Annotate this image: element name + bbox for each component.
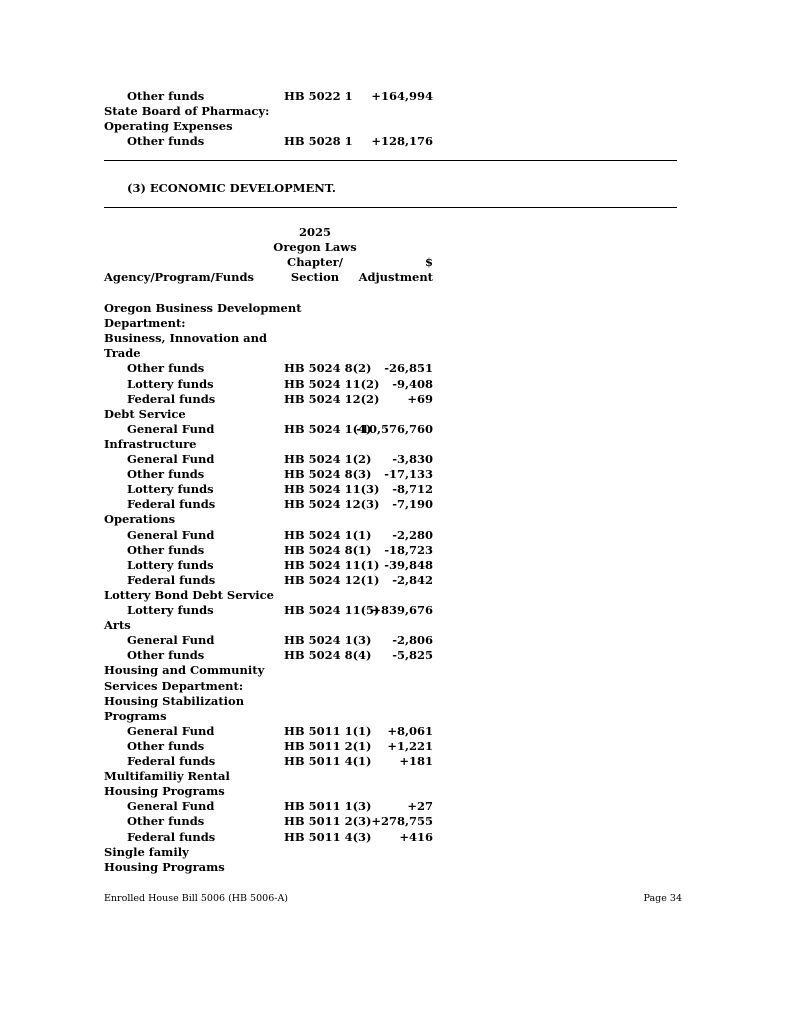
table-row [0, 830, 800, 845]
category-row [0, 331, 800, 346]
table-row [0, 361, 800, 376]
row-label: Housing Programs [104, 784, 225, 799]
table-row [0, 377, 800, 392]
footer-page-number: Page 34 [643, 893, 682, 904]
row-adjustment: -26,851 [384, 361, 433, 376]
category-row [0, 618, 800, 633]
row-label: Other funds [127, 361, 205, 376]
row-adjustment: -10,576,760 [356, 421, 433, 436]
row-chapter-section: HB 5011 2(1) [284, 738, 372, 753]
row-chapter-section: HB 5024 1(3) [284, 633, 372, 648]
row-adjustment: -5,825 [392, 648, 433, 663]
row-adjustment: -2,842 [392, 572, 433, 587]
table-row [0, 422, 800, 437]
row-label: Federal funds [127, 497, 216, 512]
row-chapter-section: HB 5024 11(3) [284, 482, 380, 497]
row-chapter-section: HB 5024 12(2) [284, 391, 380, 406]
category-row [0, 588, 800, 603]
table-row [0, 724, 800, 739]
category-row [0, 346, 800, 361]
row-chapter-section: HB 5024 8(1) [284, 542, 372, 557]
row-label: Other funds [127, 814, 205, 829]
row-label: General Fund [127, 799, 215, 814]
category-row [0, 860, 800, 875]
row-label: Other funds [127, 89, 205, 103]
table-row [0, 799, 800, 814]
row-chapter-section: HB 5011 1(3) [284, 799, 372, 814]
category-row [0, 104, 800, 119]
footer-bill: Enrolled House Bill 5006 (HB 5006-A) [104, 893, 289, 904]
header-adjustment: Adjustment [358, 270, 433, 284]
header-chapter: Chapter/ [287, 255, 343, 269]
header-dollar: $ [424, 255, 433, 269]
row-label: General Fund [127, 452, 215, 466]
row-chapter-section: HB 5024 8(3) [284, 467, 372, 482]
category-row [0, 316, 800, 331]
row-label: Federal funds [127, 572, 216, 587]
category-row [0, 679, 800, 694]
section-divider-top [104, 160, 677, 161]
row-chapter-section: HB 5024 12(3) [284, 497, 380, 512]
table-row [0, 392, 800, 407]
row-label: Business, Innovation and [104, 331, 268, 346]
row-adjustment: +164,994 [371, 89, 433, 103]
category-row [0, 437, 800, 452]
category-row [0, 407, 800, 422]
row-chapter-section: HB 5024 12(1) [284, 572, 380, 587]
row-label: Housing and Community [104, 663, 265, 678]
table-row [0, 573, 800, 588]
table-row [0, 482, 800, 497]
row-label: Department: [104, 316, 186, 331]
row-label: Arts [104, 618, 131, 633]
row-label: General Fund [127, 723, 215, 738]
row-chapter-section: HB 5011 4(1) [284, 754, 372, 768]
table-row [0, 754, 800, 769]
row-chapter-section: HB 5024 1(1) [284, 527, 372, 542]
row-adjustment: -9,408 [392, 376, 433, 391]
row-label: Operating Expenses [104, 119, 233, 133]
row-adjustment: +278,755 [371, 814, 433, 829]
row-chapter-section: HB 5028 1 [284, 134, 353, 148]
row-label: Operations [104, 512, 176, 527]
category-row [0, 845, 800, 860]
row-adjustment: +8,061 [387, 723, 433, 738]
table-row [0, 528, 800, 543]
row-label: Lottery funds [127, 557, 214, 572]
row-chapter-section: HB 5011 1(1) [284, 723, 372, 738]
category-row [0, 119, 800, 134]
row-label: Other funds [127, 542, 205, 557]
row-chapter-section: HB 5024 1(4) [284, 421, 372, 436]
row-label: State Board of Pharmacy: [104, 104, 270, 118]
table-row [0, 452, 800, 467]
row-label: Lottery funds [127, 482, 214, 497]
row-chapter-section: HB 5011 4(3) [284, 829, 372, 844]
category-row [0, 694, 800, 709]
row-label: Housing Stabilization [104, 693, 245, 708]
row-label: Programs [104, 708, 167, 723]
row-adjustment: -18,723 [384, 542, 433, 557]
row-label: Federal funds [127, 829, 216, 844]
row-label: Lottery Bond Debt Service [104, 587, 274, 602]
header-agency: Agency/Program/Funds [104, 270, 255, 284]
table-row [0, 814, 800, 829]
row-adjustment: -39,848 [384, 557, 433, 572]
row-label: Other funds [127, 648, 205, 663]
row-label: Other funds [127, 467, 205, 482]
row-label: General Fund [127, 421, 215, 436]
table-row [0, 134, 800, 149]
header-laws: Oregon Laws [273, 240, 357, 254]
category-row [0, 512, 800, 527]
category-row [0, 784, 800, 799]
row-chapter-section: HB 5024 11(2) [284, 376, 380, 391]
section-divider-bottom [104, 207, 677, 208]
table-row [0, 497, 800, 512]
row-label: Lottery funds [127, 376, 214, 391]
row-adjustment: -3,830 [392, 452, 433, 466]
row-adjustment: +1,221 [387, 738, 433, 753]
row-label: Housing Programs [104, 859, 225, 874]
row-adjustment: +128,176 [371, 134, 433, 148]
table-row [0, 603, 800, 618]
row-adjustment: +69 [407, 391, 433, 406]
category-row [0, 663, 800, 678]
row-chapter-section: HB 5024 1(2) [284, 452, 372, 466]
row-chapter-section: HB 5024 8(2) [284, 361, 372, 376]
row-label: Debt Service [104, 406, 186, 421]
row-label: General Fund [127, 527, 215, 542]
row-adjustment: +181 [399, 754, 433, 768]
row-chapter-section: HB 5024 8(4) [284, 648, 372, 663]
row-adjustment: -8,712 [392, 482, 433, 497]
table-row [0, 89, 800, 104]
row-label: Infrastructure [104, 436, 197, 451]
table-row [0, 739, 800, 754]
category-row [0, 301, 800, 316]
row-label: Other funds [127, 738, 205, 753]
row-adjustment: +839,676 [371, 603, 433, 617]
row-label: Services Department: [104, 678, 244, 693]
row-label: Federal funds [127, 391, 216, 406]
row-label: Single family [104, 844, 189, 859]
row-adjustment: -17,133 [384, 467, 433, 482]
row-adjustment: -2,280 [392, 527, 433, 542]
row-chapter-section: HB 5024 11(1) [284, 557, 380, 572]
row-chapter-section: HB 5024 11(5) [284, 603, 380, 617]
table-row [0, 633, 800, 648]
header-section: Section [290, 270, 340, 284]
row-label: General Fund [127, 633, 215, 648]
row-label: Lottery funds [127, 603, 214, 617]
table-row [0, 467, 800, 482]
row-label: Trade [104, 346, 141, 361]
section-title: (3) ECONOMIC DEVELOPMENT. [127, 181, 336, 195]
header-year: 2025 [298, 225, 331, 239]
category-row [0, 709, 800, 724]
row-chapter-section: HB 5011 2(3) [284, 814, 372, 829]
row-adjustment: +27 [407, 799, 433, 814]
row-chapter-section: HB 5022 1 [284, 89, 353, 103]
row-label: Other funds [127, 134, 205, 148]
row-adjustment: -7,190 [392, 497, 433, 512]
table-row [0, 558, 800, 573]
row-label: Multifamiliy Rental [104, 769, 230, 784]
category-row [0, 769, 800, 784]
row-label: Oregon Business Development [104, 301, 302, 315]
row-adjustment: -2,806 [392, 633, 433, 648]
table-row [0, 648, 800, 663]
row-label: Federal funds [127, 754, 216, 768]
row-adjustment: +416 [399, 829, 433, 844]
table-row [0, 543, 800, 558]
